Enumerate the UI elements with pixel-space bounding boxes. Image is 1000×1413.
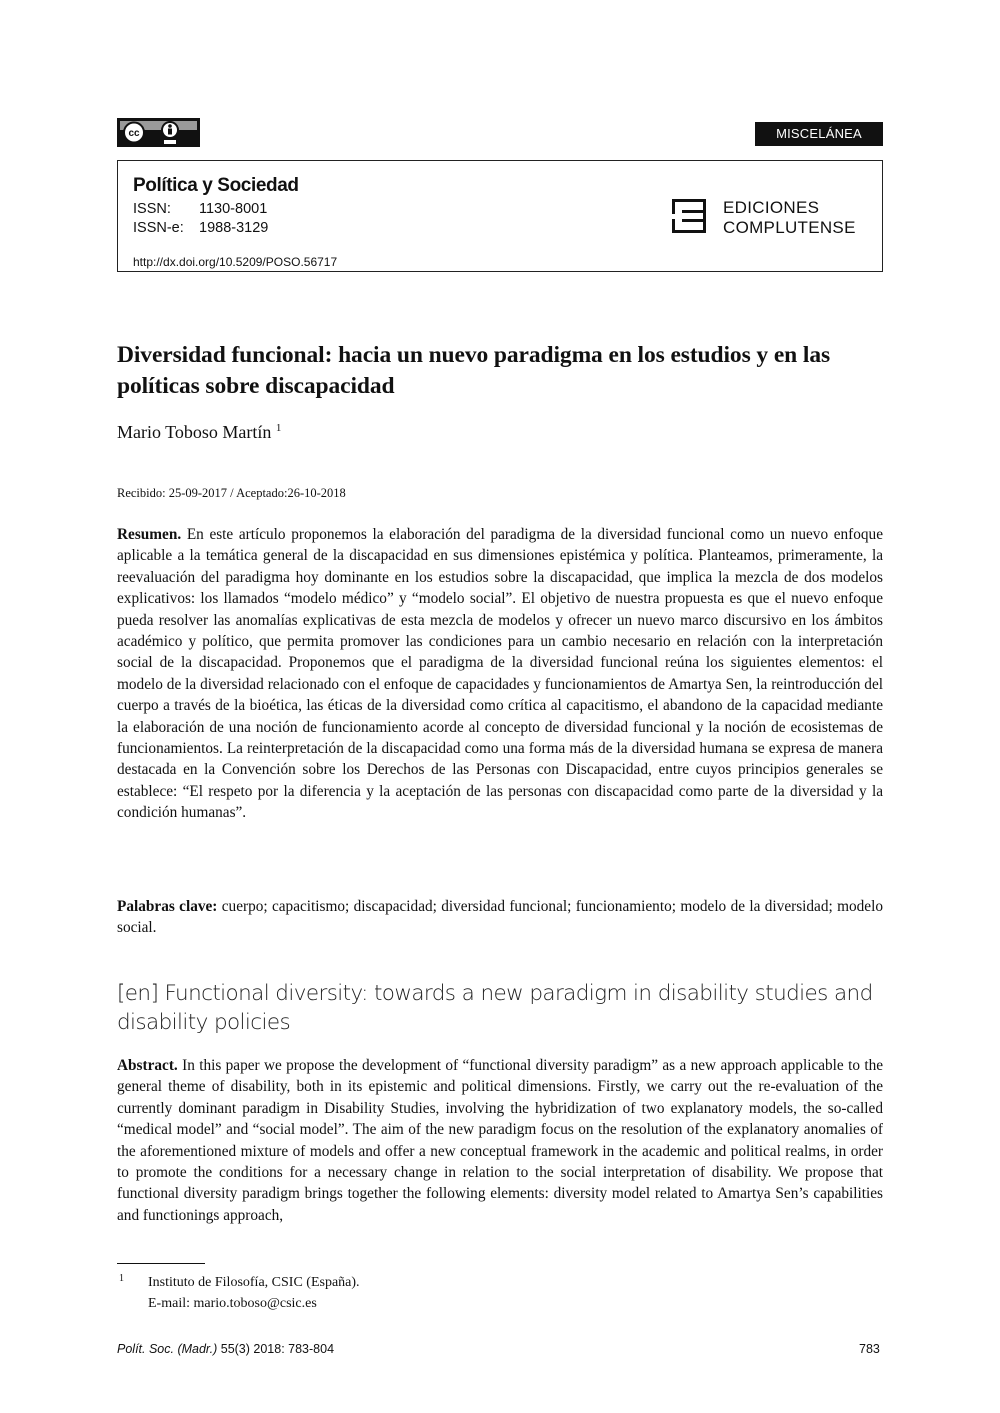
eissn-label: ISSN-e: (133, 220, 184, 236)
received-accepted-dates: Recibido: 25-09-2017 / Aceptado:26-10-2018 (117, 486, 346, 500)
author-text: Mario Toboso Martín (117, 422, 272, 442)
journal-name: Política y Sociedad (133, 175, 299, 196)
cc-license-badge (117, 118, 200, 147)
footnote-text (148, 1272, 360, 1314)
abstract-paragraph (117, 1055, 883, 1226)
abstract-text: In this paper we propose the development of “functional diversity paradigm” as a new approach applicable to the general theme of disability, both in its epistemic and political dimensions. Firstly, we carry out the re-evaluation of the currently dominant paradigm in Disability Studies, involving the hybridization of two explanatory models, the so-called “medical model” and “social model”. The aim of the new paradigm focus on the resolution of the explanatory anomalies of the aforementioned mixture of models and offer a new conceptual framework in the academic and political realms, in order to promote the conditions for a necessary change in relation to the social interpretation of disability. We propose that functional diversity paradigm brings together the following elements: diversity model related to Amartya Sen’s capabilities and functionings approach, (117, 1057, 884, 1224)
keywords-text: cuerpo; capacitismo; discapacidad; diversidad funcional; funcionamiento; modelo de la diversidad; modelo social. (117, 898, 883, 937)
footnote-divider (117, 1263, 205, 1264)
eissn-row (133, 220, 268, 236)
issn-row (133, 201, 267, 217)
footer-citation (117, 1342, 334, 1356)
section-label: MISCELÁNEA (755, 122, 883, 146)
issn-value: 1130-8001 (199, 201, 268, 217)
doi-link[interactable]: http://dx.doi.org/10.5209/POSO.56717 (133, 255, 338, 269)
footnote-affiliation: Instituto de Filosofía, CSIC (España). (148, 1275, 360, 1290)
resumen-text: En este artículo proponemos la elaboración del paradigma de la diversidad funcional como un nuevo enfoque aplicable a la temática general de la discapacidad en sus dimensiones epistémica y política. Planteamos, primeramente, la reevaluación del paradigma hoy dominante en los estudios sobre la discapacidad, que implica la mezcla de dos modelos explicativos: los llamados “modelo médico” y “modelo social”. El objetivo de nuestra propuesta es que el nuevo enfoque pueda resolver las anomalías explicativas de esta mezcla de modelos y ofrecer un nuevo marco discursivo en los ámbitos académico y político, que permita promover las condiciones para un cambio necesario en relación con la interpretación social de la discapacidad. Proponemos que el paradigma de la diversidad funcional reúna los siguientes elementos: el modelo de la diversidad relacionado con el enfoque de capacidades y funcionamientos de Amartya Sen, la reintroducción del cuerpo a través de la bioética, las éticas de la diversidad como crítica al capacitismo, el abandono de la capacidad mediante la elaboración de una noción de funcionamiento acorde al concepto de diversidad funcional y la noción de ecosistemas de funcionamientos. La reinterpretación de la discapacidad como una forma más de la diversidad humana se expresa de manera destacada en la Convención sobre los Derechos de las Personas con Discapacidad, entre cuyos principios generales se establece: “El respeto por la diferencia y la aceptación de las personas con discapacidad como parte de la diversidad y la condición humanas”. (117, 526, 883, 822)
resumen-label: Resumen. (117, 526, 182, 543)
article-title: Diversidad funcional: hacia un nuevo paradigma en los estudios y en las políticas sobre discapacidad (117, 342, 831, 399)
cc-by-icon (118, 119, 199, 146)
resumen-paragraph (117, 524, 883, 824)
issn-label: ISSN: (133, 201, 171, 217)
eissn-value: 1988-3129 (199, 220, 269, 236)
abstract-label: Abstract. (117, 1057, 178, 1074)
keywords-label: Palabras clave: (117, 898, 218, 915)
author-footnote-mark: 1 (275, 422, 282, 434)
publisher-logo-icon (672, 199, 708, 240)
publisher-line-2: COMPLUTENSE (723, 218, 856, 237)
page-number: 783 (859, 1342, 880, 1356)
footnote-mark: 1 (119, 1273, 124, 1284)
keywords-paragraph (117, 896, 883, 939)
publisher-name (723, 198, 856, 238)
publisher-line-1: EDICIONES (723, 198, 820, 217)
english-title: [en] Functional diversity: towards a new paradigm in disability studies and disability policies (117, 981, 873, 1035)
author-name (117, 422, 281, 443)
footer-volume-pages: 55(3) 2018: 783-804 (217, 1342, 335, 1356)
footnote-email[interactable]: E-mail: mario.toboso@csic.es (148, 1296, 317, 1311)
footer-journal-abbrev: Polít. Soc. (Madr.) (117, 1342, 218, 1356)
svg-text:cc: cc (128, 128, 140, 139)
